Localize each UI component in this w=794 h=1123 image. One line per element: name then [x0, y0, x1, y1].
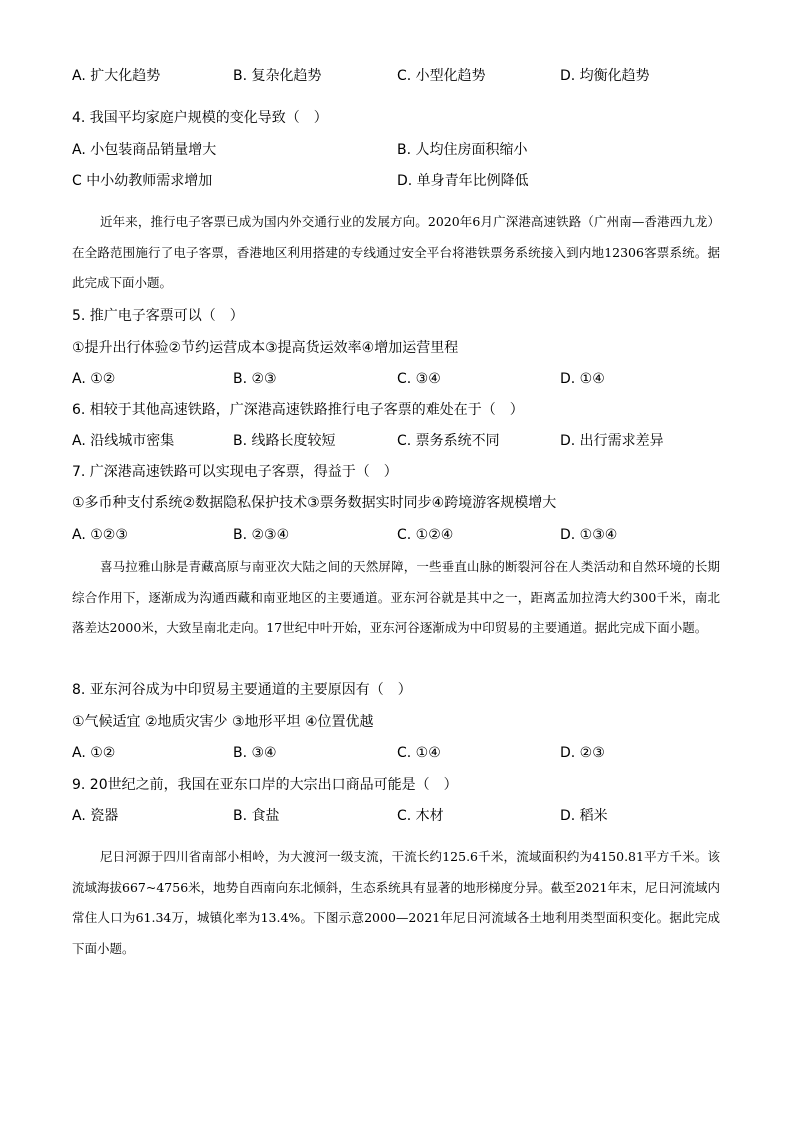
q3-option-a: A. 扩大化趋势 [72, 68, 161, 84]
passage-yadong-valley [72, 552, 720, 644]
q9-option-c: C. 木材 [397, 808, 444, 824]
q9-option-d: D. 稻米 [560, 808, 608, 824]
q3-option-b: B. 复杂化趋势 [233, 68, 322, 84]
q5-option-b: B. ②③ [233, 371, 277, 387]
q4-option-b: B. 人均住房面积缩小 [397, 142, 528, 158]
q8-option-a: A. ①② [72, 745, 116, 761]
q8-stem: 8. 亚东河谷成为中印贸易主要通道的主要原因有（ ） [72, 682, 412, 698]
q5-option-a: A. ①② [72, 371, 116, 387]
q4-option-d: D. 单身青年比例降低 [397, 173, 529, 189]
q9-option-b: B. 食盐 [233, 808, 280, 824]
passage-3-text: 尼日河源于四川省南部小相岭，为大渡河一级支流，干流长约125.6千米，流域面积约为4150.81平方千米。该流域海拔667~4756米，地势自西南向东北倾斜，生态系统具有显著的地形梯度分异。截至2021年末，尼日河流域内常住人口为61.34万，城镇化率为13.4%。下图示意2000—2021年尼日河流域各土地利用类型面积变化。据此完成下面小题。 [72, 849, 720, 956]
q3-option-d: D. 均衡化趋势 [560, 68, 650, 84]
q5-items: ①提升出行体验②节约运营成本③提高货运效率④增加运营里程 [72, 340, 459, 356]
q6-option-a: A. 沿线城市密集 [72, 433, 175, 449]
q7-items: ①多币种支付系统②数据隐私保护技术③票务数据实时同步④跨境游客规模增大 [72, 495, 557, 511]
q3-option-c: C. 小型化趋势 [397, 68, 486, 84]
passage-1-text: 近年来，推行电子客票已成为国内外交通行业的发展方向。2020年6月广深港高速铁路（广州南—香港西九龙）在全路范围施行了电子客票，香港地区利用搭建的专线通过安全平台将港铁票务系统接入到内地12306客票系统。据此完成下面小题。 [72, 214, 720, 290]
q4-option-a: A. 小包装商品销量增大 [72, 142, 217, 158]
q5-option-d: D. ①④ [560, 371, 605, 387]
q6-option-c: C. 票务系统不同 [397, 433, 500, 449]
q8-option-b: B. ③④ [233, 745, 277, 761]
passage-2-text: 喜马拉雅山脉是青藏高原与南亚次大陆之间的天然屏障，一些垂直山脉的断裂河谷在人类活动和自然环境的长期综合作用下，逐渐成为沟通西藏和南亚地区的主要通道。亚东河谷就是其中之一，距离孟加拉湾大约300千米，南北落差达2000米，大致呈南北走向。17世纪中叶开始，亚东河谷逐渐成为中印贸易的主要通道。据此完成下面小题。 [72, 559, 720, 635]
q7-option-d: D. ①③④ [560, 527, 618, 543]
q8-option-d: D. ②③ [560, 745, 605, 761]
q6-stem: 6. 相较于其他高速铁路，广深港高速铁路推行电子客票的难处在于（ ） [72, 402, 524, 418]
q6-option-d: D. 出行需求差异 [560, 433, 664, 449]
passage-niri-river [72, 842, 720, 964]
passage-electronic-ticket [72, 207, 720, 299]
q5-option-c: C. ③④ [397, 371, 441, 387]
q4-option-c: C 中小幼教师需求增加 [72, 173, 213, 189]
q7-option-a: A. ①②③ [72, 527, 128, 543]
q8-option-c: C. ①④ [397, 745, 441, 761]
q7-option-b: B. ②③④ [233, 527, 290, 543]
q7-stem: 7. 广深港高速铁路可以实现电子客票，得益于（ ） [72, 464, 398, 480]
q9-stem: 9. 20世纪之前，我国在亚东口岸的大宗出口商品可能是（ ） [72, 777, 458, 793]
q9-option-a: A. 瓷器 [72, 808, 119, 824]
q6-option-b: B. 线路长度较短 [233, 433, 336, 449]
q5-stem: 5. 推广电子客票可以（ ） [72, 308, 244, 324]
q8-items: ①气候适宜 ②地质灾害少 ③地形平坦 ④位置优越 [72, 714, 374, 730]
q7-option-c: C. ①②④ [397, 527, 454, 543]
q4-stem: 4. 我国平均家庭户规模的变化导致（ ） [72, 110, 328, 126]
